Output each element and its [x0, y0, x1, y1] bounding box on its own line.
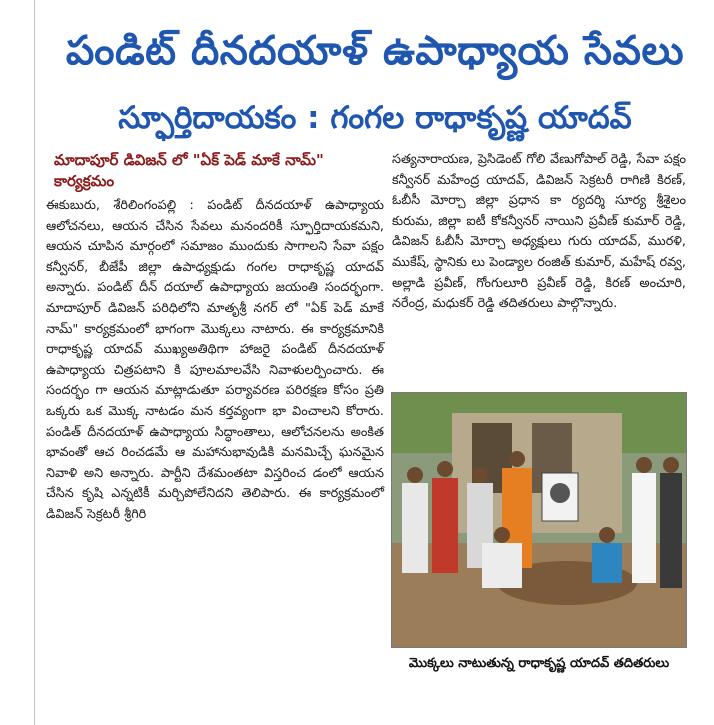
right-column	[392, 150, 686, 315]
article-kicker: మాదాపూర్ డివిజన్ లో "ఏక్ పెడ్ మాకే నామ్" కార్యక్రమం	[54, 151, 324, 190]
column-divider-line	[34, 0, 35, 725]
left-column-text: ఈకుబురు, శేరిలింగంపల్లి : పండిట్ దీనదయాళ్ ఉపాధ్యాయ ఆలోచనలు, ఆయన చేసిన సేవలు మనందరికీ స్ఫూర్తిదాయకమని, ఆయన చూపిన మార్గంలో సమాజం ముందుకు సాగాలని సేవా పక్షం కన్వీనర్, బీజేపీ జిల్లా ఉపాధ్యక్షుడు గంగల రాధాకృష్ణ యాదవ్ అన్నారు. పండిట్ దీన్ దయాల్ ఉపాధ్యాయ జయంతి సందర్భంగా. మాదాపూర్ డివిజన్ పరిధిలోని మాతృశ్రీ నగర్ లో "ఏక్ పెడ్ మాకే నామ్" కార్యక్రమంలో భాగంగా మొక్కలు నాటారు. ఈ కార్యక్రమానికి రాధాకృష్ణ యాదవ్ ముఖ్యఅతిథిగా హాజరై పండిట్ దీనదయాళ్ ఉపాధ్యాయ చిత్రపటాని కి పూలమాలవేసి నివాళులర్పించారు. ఈ సందర్భం గా ఆయన మాట్లాడుతూ పర్యావరణ పరిరక్షణ కోసం ప్రతి ఒక్కరు ఒక మొక్క నాటడం మన కర్తవ్యంగా భా వించాలని కోరారు. పండిత్ దీనదయాళ్ ఉపాధ్యాయ సిద్ధాంతాలు, ఆలోచనలను అంకిత భావంతో ఆచ రించడమే ఆ మహానుభావుడికి మనమిచ్చే ఘనమైన నివాళి అని అన్నారు. పార్టీని దేశమంతటా విస్తరించ డంలో ఆయన చేసిన కృషి ఎన్నటికీ మర్చిపోలేనిదని తెలిపారు. ఈ కార్యక్రమంలో డివిజన్ సెక్రటరీ శ్రీగిరి	[46, 198, 384, 522]
article-headline: పండిట్ దీనదయాళ్ ఉపాధ్యాయ సేవలు	[65, 28, 685, 74]
photo-caption: మొక్కలు నాటుతున్న రాధాకృష్ణ యాదవ్ తదితరులు	[408, 656, 670, 671]
article-subheadline: స్ఫూర్తిదాయకం : గంగల రాధాకృష్ణ యాదవ్	[118, 100, 632, 136]
news-photo	[391, 392, 687, 648]
left-column	[46, 150, 384, 526]
right-column-text: సత్యనారాయణ, ప్రెసిడెంట్ గోలి వేణుగోపాల్ రెడ్డి, సేవా పక్షం కన్వీనర్ మహేంద్ర యాదవ్, డివిజన్ సెక్రటరీ రాగిణి కిరణ్, ఓబీసీ మోర్చా జిల్లా ప్రధాన కా ర్యదర్శి సూర్య శ్రీశైలం కురుమ, జిల్లా ఐటీ కోకన్వీనర్ నాయిని ప్రవీణ్ కుమార్ రెడ్డి, డివిజన్ ఓబీసీ మోర్చా అధ్యక్షులు గురు యాదవ్, మురళి, ముకేష్, స్థానికు లు పెండ్యాల రంజిత్ కుమార్, మహేష్ రవ్వ, అల్లాడి ప్రవీణ్, గోంగులూరి ప్రవీణ్ రెడ్డి, కిరణ్ అంచూరి, నరేంద్ర, మధుకర్ రెడ్డి తదితరులు పాల్గొన్నారు.	[392, 152, 686, 312]
